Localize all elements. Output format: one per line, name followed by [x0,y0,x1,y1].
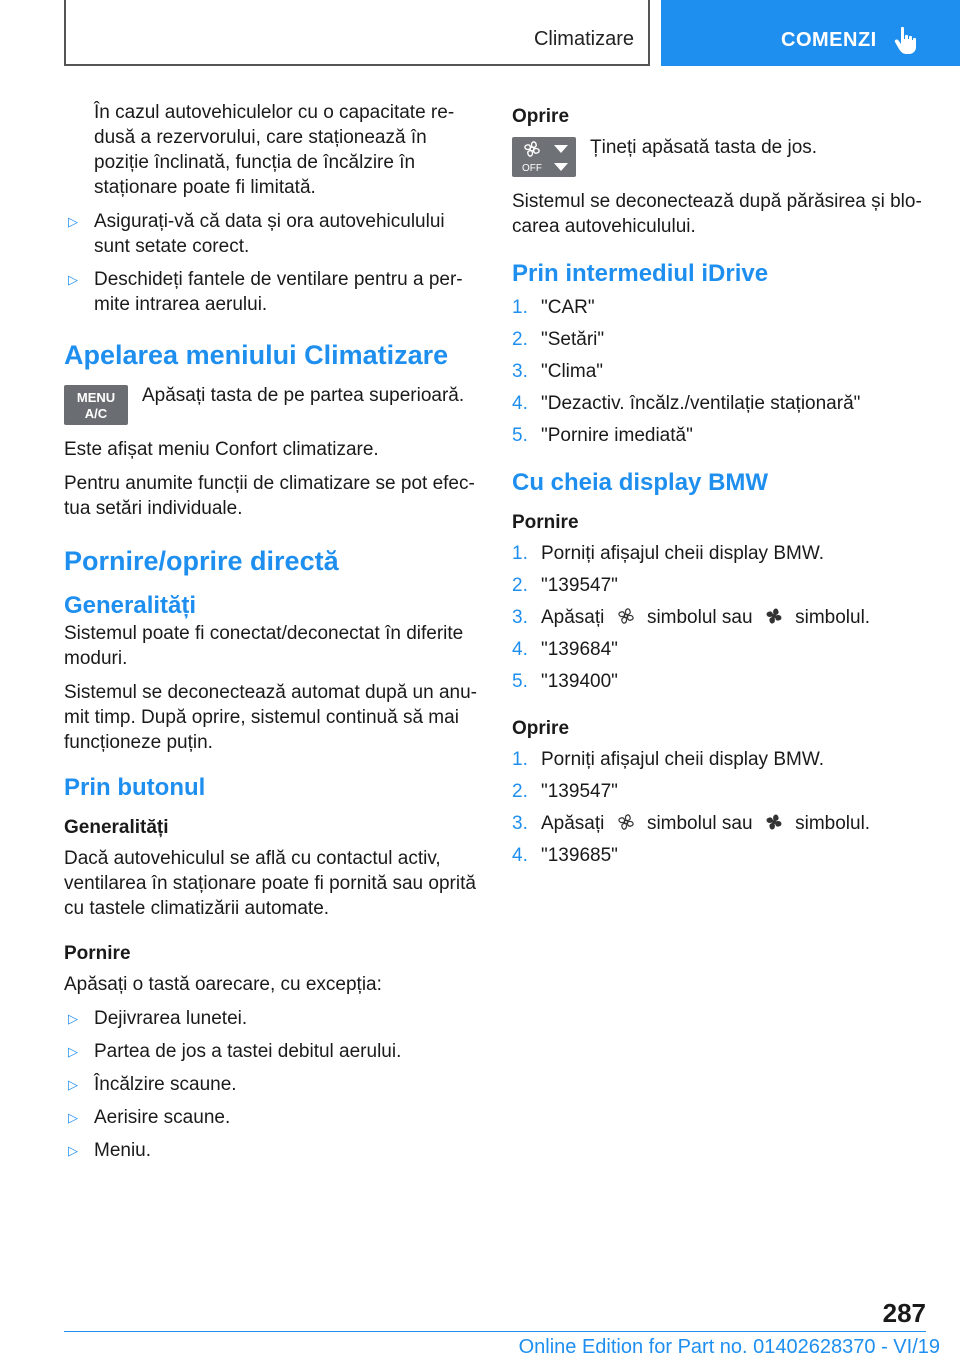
subheading-stop-key: Oprire [512,718,570,739]
heading-by-button: Prin butonul [64,774,206,801]
key-start-steps [512,541,926,694]
fan-filled-icon [764,606,784,626]
list-item: 4. "139685" [512,845,618,866]
list-item: 5. "139400" [512,671,618,692]
preconditions-list [64,209,478,317]
stop-paragraph: Sistemul se deconectează după părăsirea și blo-carea autovehiculului. [512,191,922,237]
menu-paragraph-2: Pentru anumite funcții de climatizare se pot efec-tua setări individuale. [64,473,475,519]
list-item: 4. "139684" [512,639,618,660]
menu-paragraph-1: Este afișat meniu Confort climatizare. [64,439,379,460]
list-item: 2. "139547" [512,575,618,596]
menu-key-row [64,383,478,425]
general-paragraph-2: Sistemul se deconectează automat după un anu-mit timp. După oprire, sistemul continuă să mai funcționeze puțin. [64,682,477,753]
pointing-hand-icon [894,26,920,56]
list-item: 1. Porniți afișajul cheii display BMW. [512,749,824,770]
heading-idrive: Prin intermediul iDrive [512,260,769,287]
footer-divider [64,1331,926,1332]
list-item: 2. "Setări" [512,329,605,350]
header-section-title: Climatizare [533,28,634,50]
exceptions-list [64,1006,478,1163]
fan-off-key-icon [512,137,576,177]
off-key-text: Țineți apăsată tasta de jos. [590,137,818,158]
menu-key-bottom-label: A/C [84,406,108,421]
subheading-start: Pornire [64,943,131,964]
button-paragraph: Dacă autovehiculul se află cu contactul activ, ventilarea în staționare poate fi pornită sau oprită cu tastele climatizării automate. [64,848,476,919]
heading-display-key: Cu cheia display BMW [512,469,769,496]
list-item: 2. "139547" [512,781,618,802]
menu-ac-key-icon [64,385,128,425]
subheading-start-key: Pornire [512,512,579,533]
list-item: 5. "Pornire imediată" [512,425,693,446]
subheading-stop: Oprire [512,106,570,127]
list-item: ▷ Deschideți fantele de ventilare pentru a per-mite intrarea aerului. [64,267,478,317]
list-item: ▷ Încălzire scaune. [64,1072,478,1097]
intro-paragraph: În cazul autovehiculelor cu o capacitate re-dusă a rezervorului, care staționează în poziție înclinată, funcția de încălzire în staționare poate fi limitată. [94,102,455,198]
fan-icon [616,812,636,832]
page-number: 287 [882,1298,926,1328]
subheading-general: Generalități [64,817,169,838]
header-section-box [64,0,650,66]
list-item: 3. "Clima" [512,361,604,382]
list-item: ▷ Dejivrarea lunetei. [64,1006,478,1031]
heading-menu: Apelarea meniului Climatizare [64,340,449,370]
list-item: ▷ Aerisire scaune. [64,1105,478,1130]
list-item: 3. Apăsați simbolul sau simbolul. [512,813,871,834]
header-tab-label: COMENZI [781,29,877,51]
list-item: ▷ Meniu. [64,1138,478,1163]
left-column [64,100,478,1171]
idrive-steps [512,295,926,448]
list-item: 1. Porniți afișajul cheii display BMW. [512,543,824,564]
fan-icon [616,606,636,626]
heading-general: Generalități [64,592,197,619]
list-item: 3. Apăsați simbolul sau simbolul. [512,607,871,628]
right-column [512,100,926,875]
fan-filled-icon [764,812,784,832]
menu-key-top-label: MENU [76,390,116,405]
off-key-label: OFF [522,163,542,174]
list-item: 1. "CAR" [512,297,595,318]
footer-edition: Online Edition for Part no. 01402628370 - VI/19 [518,1336,940,1358]
list-item: 4. "Dezactiv. încălz./ventilație staționară" [512,393,861,414]
start-paragraph: Apăsați o tastă oarecare, cu excepția: [64,974,382,995]
heading-direct: Pornire/oprire directă [64,546,339,576]
list-item: ▷ Partea de jos a tastei debitul aerului. [64,1039,478,1064]
off-key-row [512,135,926,177]
list-item: ▷ Asigurați-vă că data și ora autovehiculului sunt setate corect. [64,209,478,259]
key-stop-steps [512,747,926,868]
menu-key-text: Apăsați tasta de pe partea superioară. [142,385,465,406]
general-paragraph-1: Sistemul poate fi conectat/deconectat în diferite moduri. [64,623,464,669]
